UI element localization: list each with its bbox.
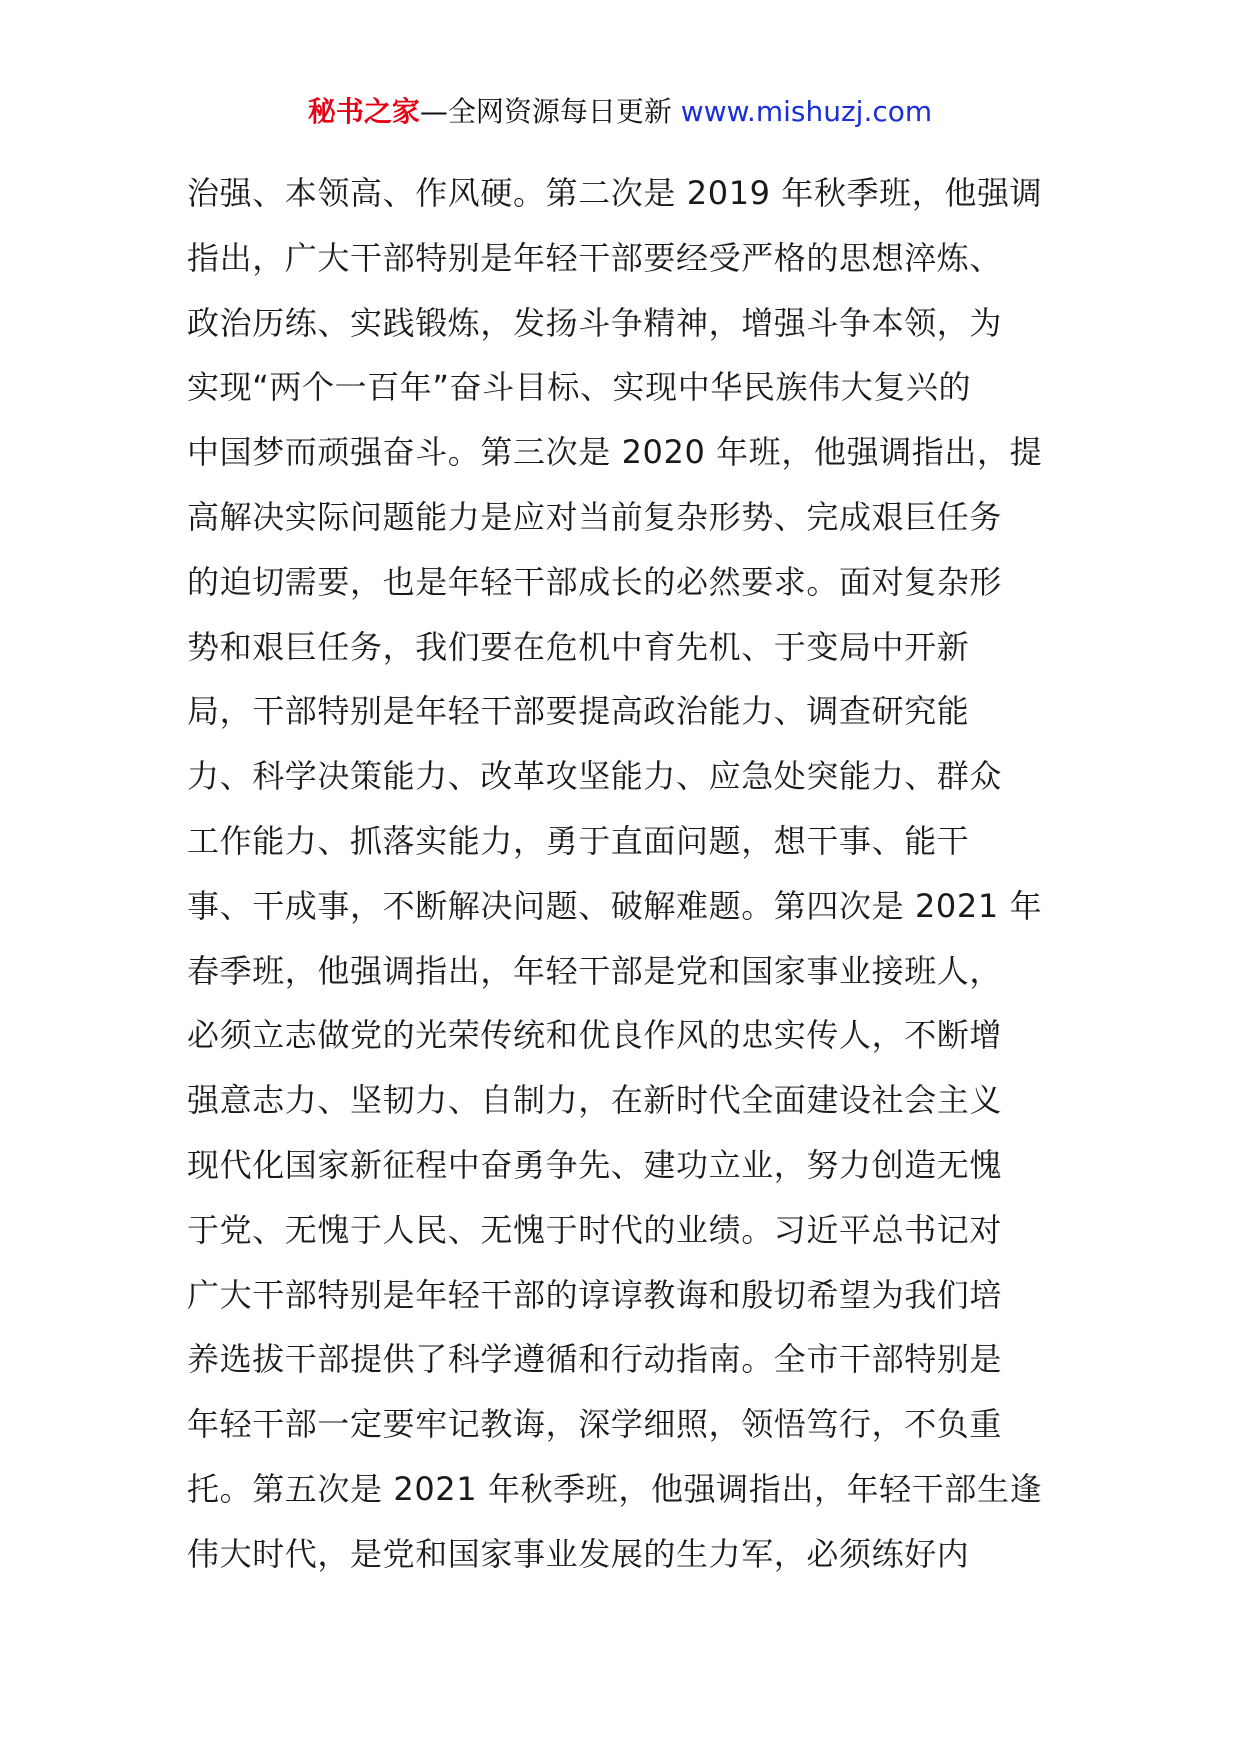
text-line: 伟大时代，是党和国家事业发展的生力军，必须练好内 [187,1534,970,1573]
page-header [0,92,1240,132]
site-slogan: —全网资源每日更新 [419,95,672,128]
text-line: 势和艰巨任务，我们要在危机中育先机、于变局中开新 [187,627,970,666]
text-line: 年轻干部一定要牢记教诲，深学细照，领悟笃行，不负重 [187,1405,1003,1444]
document-body [187,161,1067,1587]
text-line: 的迫切需要，也是年轻干部成长的必然要求。面对复杂形 [187,562,1003,601]
text-line: 必须立志做党的光荣传统和优良作风的忠实传人，不断增 [187,1016,1003,1055]
text-line: 实现“两个一百年”奋斗目标、实现中华民族伟大复兴的 [187,368,972,407]
text-line: 指出，广大干部特别是年轻干部要经受严格的思想淬炼、 [187,238,1003,277]
text-line: 养选拔干部提供了科学遵循和行动指南。全市干部特别是 [187,1340,1003,1379]
text-line: 中国梦而顽强奋斗。第三次是 2020 年班，他强调指出，提 [187,433,1043,472]
text-line: 治强、本领高、作风硬。第二次是 2019 年秋季班，他强调 [187,174,1043,212]
text-line: 广大干部特别是年轻干部的谆谆教诲和殷切希望为我们培 [187,1275,1003,1314]
text-line: 事、干成事，不断解决问题、破解难题。第四次是 2021 年 [187,886,1043,925]
text-line: 托。第五次是 2021 年秋季班，他强调指出，年轻干部生逢 [187,1469,1043,1508]
text-line: 现代化国家新征程中奋勇争先、建功立业，努力创造无愧 [187,1145,1003,1184]
site-brand: 秘书之家 [307,95,420,128]
text-line: 于党、无愧于人民、无愧于时代的业绩。习近平总书记对 [187,1210,1003,1249]
text-line: 政治历练、实践锻炼，发扬斗争精神，增强斗争本领，为 [187,303,1003,342]
text-line: 春季班，他强调指出，年轻干部是党和国家事业接班人， [187,951,1003,990]
text-line: 强意志力、坚韧力、自制力，在新时代全面建设社会主义 [187,1081,1003,1120]
text-line: 工作能力、抓落实能力，勇于直面问题，想干事、能干 [187,821,970,860]
text-line: 局，干部特别是年轻干部要提高政治能力、调查研究能 [187,692,970,731]
site-url-link[interactable]: www.mishuzj.com [680,95,933,128]
text-line: 高解决实际问题能力是应对当前复杂形势、完成艰巨任务 [187,497,1003,536]
text-line: 力、科学决策能力、改革攻坚能力、应急处突能力、群众 [187,757,1003,796]
